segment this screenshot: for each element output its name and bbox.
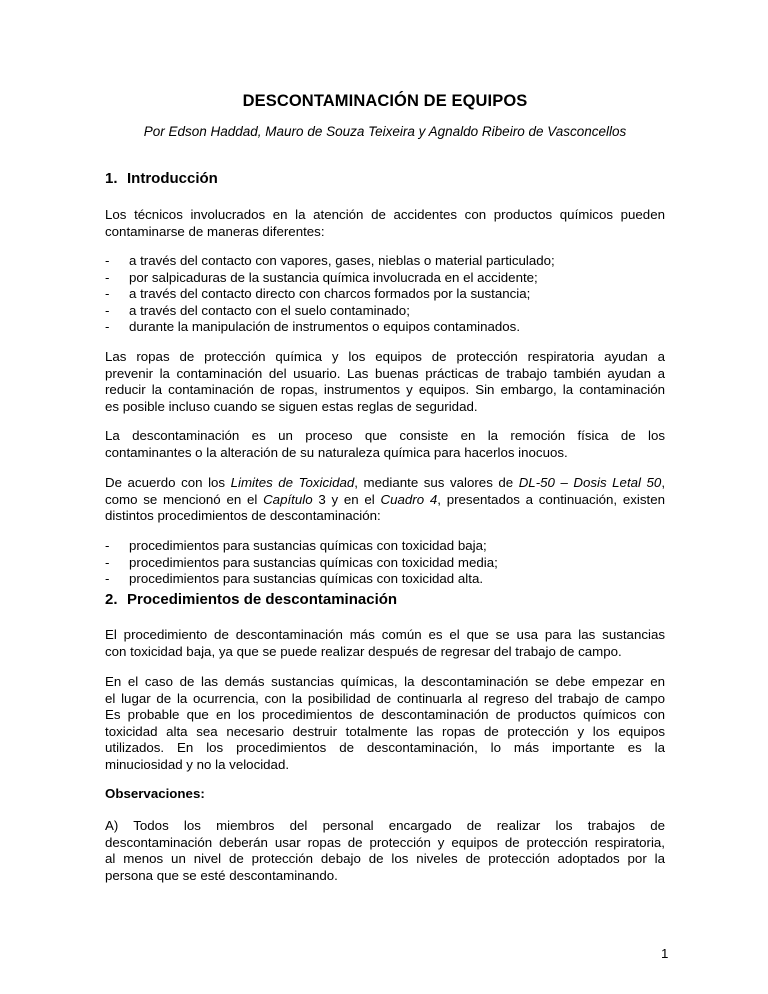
section-2-title: Procedimientos de descontaminación: [127, 591, 398, 608]
list-item: - por salpicaduras de la sustancia química involucrada en el accidente;: [105, 269, 538, 285]
text-line: De acuerdo con los Limites de Toxicidad, mediante sus valores de DL-50 – Dosis Letal 50,: [105, 475, 666, 490]
text-line: La descontaminación es un proceso que consiste en la remoción física de los: [105, 428, 665, 443]
text-line: es posible incluso cuando se siguen estas reglas de seguridad.: [105, 398, 478, 414]
text-line: persona que se esté descontaminando.: [105, 867, 338, 883]
section-1-number: 1.: [105, 170, 118, 187]
section-1-title: Introducción: [127, 170, 218, 187]
list-item: - durante la manipulación de instrumentos o equipos contaminados.: [105, 319, 521, 334]
text-line: A) Todos los miembros del personal encargado de realizar los trabajos de: [105, 818, 665, 833]
text-line: utilizados. En los procedimientos de descontaminación, lo más importante es la: [105, 740, 665, 755]
text-line: al menos un nivel de protección debajo de los niveles de protección adoptados por la: [105, 851, 665, 866]
text-line: Es probable que en los procedimientos de descontaminación de productos químicos con: [105, 707, 665, 722]
text-line: con toxicidad baja, ya que se puede realizar después de regresar del trabajo de campo.: [105, 643, 622, 659]
procedures-list: [105, 538, 498, 588]
text-line: el lugar de la ocurrencia, con la posibilidad de continuarla al regreso del trabajo de campo: [105, 690, 665, 706]
list-item: - procedimientos para sustancias químicas con toxicidad alta.: [105, 571, 484, 586]
text-line: minuciosidad y no la velocidad.: [105, 756, 290, 772]
section-1-paragraph-2: [105, 349, 665, 415]
list-item: - a través del contacto directo con charcos formados por la sustancia;: [105, 286, 531, 301]
page-number: 1: [661, 946, 669, 961]
contamination-ways-list: [105, 253, 555, 336]
text-line: toxicidad alta sea necesario destruir totalmente las ropas de protección y los equipos: [105, 723, 665, 739]
text-line: El procedimiento de descontaminación más común es el que se usa para las sustancias: [105, 627, 665, 642]
text-line: En el caso de las demás sustancias químicas, la descontaminación se debe empezar en: [105, 674, 665, 689]
observations-heading: Observaciones:: [105, 786, 205, 801]
section-1-paragraph-4: [105, 475, 665, 525]
text-line: contaminantes o la alteración de su naturaleza química para hacerlos inocuos.: [105, 444, 568, 460]
document-authors: Por Edson Haddad, Mauro de Souza Teixeira y Agnaldo Ribeiro de Vasconcellos: [143, 124, 627, 139]
text-line: como se mencionó en el Capítulo 3 y en el Cuadro 4, presentados a continuación, existen: [105, 491, 666, 507]
text-line: Las ropas de protección química y los equipos de protección respiratoria ayudan a: [105, 349, 665, 364]
list-item: - a través del contacto con vapores, gases, nieblas o material particulado;: [105, 253, 555, 268]
section-1-paragraph-3: [105, 428, 665, 461]
text-line: distintos procedimientos de descontaminación:: [105, 508, 381, 523]
section-2-paragraph-1: [105, 627, 665, 660]
text-line: reducir la contaminación de ropas, instrumentos y equipos. Sin embargo, la contaminación: [105, 382, 665, 397]
document-title: DESCONTAMINACIÓN DE EQUIPOS: [242, 92, 528, 110]
section-1-heading: [105, 170, 218, 187]
list-item: - a través del contacto con el suelo contaminado;: [105, 302, 410, 318]
section-2-heading: [105, 591, 397, 608]
section-2-number: 2.: [105, 591, 118, 608]
text-line: prevenir la contaminación del usuario. Las buenas prácticas de trabajo también ayudan a: [105, 365, 665, 381]
section-2-paragraph-2: [105, 674, 665, 773]
text-line: descontaminación deberán usar ropas de protección y equipos de protección respiratoria,: [105, 834, 665, 850]
list-item: - procedimientos para sustancias químicas con toxicidad baja;: [105, 538, 487, 553]
text-line: Los técnicos involucrados en la atención de accidentes con productos químicos pueden: [105, 207, 665, 222]
list-item: - procedimientos para sustancias químicas con toxicidad media;: [105, 554, 498, 570]
section-1-paragraph-1: [105, 207, 665, 240]
text-line: contaminarse de maneras diferentes:: [105, 223, 325, 239]
observation-a: [105, 818, 665, 884]
